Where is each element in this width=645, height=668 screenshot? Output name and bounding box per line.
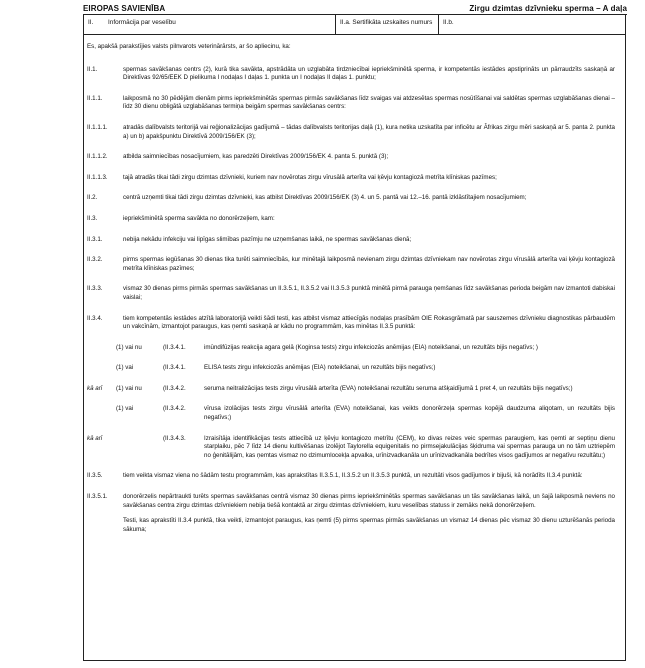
- paragraph-number: II.1.1.: [87, 94, 103, 102]
- paragraph-text: pirms spermas iegūšanas 30 dienas tika turēti saimniecībās, kur minētajā laikposmā nevienam zirgu dzimtas dzīvniekam nav novērotas zirgu vīrusālā arterīta vai ķēvju kontagiozā metrīta klīniskas pazīmes;: [123, 256, 615, 272]
- subitem-option-mark: (1) vai nu: [116, 384, 142, 392]
- paragraph: [87, 315, 615, 332]
- subitem-number: (II.3.4.2.: [163, 384, 186, 392]
- paragraph-text: spermas savākšanas centrs (2), kurā tika savākta, apstrādāta un uzglabāta tirdzniecībai iepriekšminētā sperma, ir kompetentās iestādes apstiprināts un pārraudzīts saskaņā ar Direktīvas 92/65/EEK D pielikuma I nodaļas I daļas 1. punkta un I nodaļas II daļas 1. punktu;: [123, 65, 615, 82]
- subitem-number: (II.3.4.2.: [163, 405, 186, 413]
- reference-b-label: II.b.: [443, 19, 454, 26]
- header-right-title: Zirgu dzimtas dzīvnieku sperma – A daļa: [469, 4, 627, 13]
- paragraph-number: II.3.2.: [87, 256, 103, 264]
- test-subitem: [87, 344, 615, 353]
- paragraph: [87, 174, 615, 183]
- paragraph-number: II.3.5.1.: [87, 493, 108, 501]
- certificate-frame: [83, 15, 626, 661]
- paragraph-number: II.3.: [87, 214, 98, 222]
- subitem-label: [87, 344, 116, 353]
- section-title: Informācija par veselību: [104, 15, 336, 34]
- paragraph: [87, 66, 615, 83]
- test-subitem: [87, 385, 615, 394]
- subitem-option-mark: (1) vai: [116, 364, 134, 372]
- test-subitem: [87, 435, 615, 461]
- subitem-number: (II.3.4.1.: [163, 343, 186, 351]
- paragraph-text: tajā atradās tikai tādi zirgu dzimtas dzīvnieki, kuriem nav novērotas zirgu vīrusālā arterīta vai ķēvju kontagiozā metrīta klīniskas pazīmes;: [123, 173, 497, 181]
- paragraph: [87, 215, 615, 224]
- subitem-label: [87, 364, 116, 373]
- paragraph-text: tiem veikta vismaz viena no šādām testu programmām, kas aprakstītas II.3.5.1, II.3.5.2 un II.3.5.3 punktā, un rezultāti visos gadījumos ir bijuši, kā norādīts II.3.4 punktā:: [123, 472, 583, 480]
- paragraph-number: II.2.: [87, 194, 98, 202]
- subitem-label: kā arī: [87, 434, 103, 442]
- certificate-body: [84, 35, 625, 534]
- paragraph-number: II.1.1.3.: [87, 173, 108, 181]
- paragraph-text: vismaz 30 dienas pirms pirmās spermas savākšanas un II.3.5.1, II.3.5.2 vai II.3.5.3 punktā minētā pirmā parauga ņemšanas līdz savākšanas perioda beigām nav izmantoti dabiskai vaislai;: [123, 285, 615, 301]
- paragraph: [87, 194, 615, 203]
- subitem-text: seruma neitralizācijas tests zirgu vīrusālā arterīta (EVA) noteikšanai rezultātu serumа atšķaidījumā 1 pret 4, un rezultāts bijis negatīvs;): [204, 384, 573, 392]
- paragraph: [87, 95, 615, 112]
- paragraph-number: II.3.3.: [87, 285, 103, 293]
- subitem-text: vīrusa izolācijas tests zirgu vīrusālā arterīta (EVA) noteikšanai, kas veikts donorērzeļa spermas kopējā daudzuma aliqotam, un rezultāts bijis negatīvs;): [204, 405, 615, 422]
- subitem-label: kā arī: [87, 384, 103, 392]
- paragraph-text: atbilda saimniecības nosacījumiem, kas paredzēti Direktīvas 2009/156/EK 4. panta 5. punktā (3);: [123, 153, 389, 161]
- section-number: II.: [88, 19, 94, 26]
- paragraph-number: II.1.: [87, 65, 98, 73]
- paragraph-text: atradās dalībvalsts teritorijā vai reģionalizācijas gadījumā – tādas dalībvalsts teritorijas daļā (1), kura netika uzskatīta par inficētu ar Āfrikas zirgu mēri saskaņā ar 5. panta 2. punkta a) un b) apakšpunktu Direktīvā 2009/156/EK (3);: [123, 123, 615, 140]
- top-row: [84, 15, 625, 35]
- paragraph: [87, 236, 615, 245]
- paragraph: [87, 124, 615, 141]
- test-subitem: [87, 364, 615, 373]
- paragraph-text: iepriekšminētā sperma savākta no donorērzeļiem, kam:: [123, 214, 275, 222]
- paragraph-number: II.3.1.: [87, 235, 103, 243]
- paragraph-text: laikposmā no 30 pēdējām dienām pirms iepriekšminētās spermas pirmās savākšanas līdz svaigas vai atdzesētas spermas nosūtīšanai vai saldētas spermas uzglabāšanas dienai – līdz 30 dienu obligātā uzglabāšanas termiņa beigām spermas savākšanas centrs:: [123, 94, 615, 111]
- certificate-reference-label: II.a. Sertifikāta uzskaites numurs: [336, 15, 439, 34]
- paragraph: [87, 153, 615, 162]
- subitem-number: (II.3.4.1.: [163, 364, 186, 372]
- paragraph: [87, 472, 615, 481]
- test-subitem: [87, 405, 615, 422]
- subitem-option-mark: [116, 435, 163, 461]
- paragraph-number: II.1.1.1.: [87, 123, 108, 131]
- paragraph-text: donorērzelis nepārtraukti turēts spermas savākšanas centrā vismaz 30 dienas pirms iepriekšminētās spermas savākšanas un tās savākšanas laikā, un šajā laikposmā neviens no savākšanas centra zirgu dzimtas dzīvniekiem nebija tiešā kontaktā ar zirgu dzimtas dzīvniekiem, kuru veselības statuss ir zemāks nekā donorērzeļiem.: [123, 493, 615, 509]
- subitem-number: (II.3.4.3.: [163, 434, 186, 442]
- subitem-text: Izraisītāja identifikācijas tests attiecībā uz ķēvju kontagiozo metrītu (CEM), ko divas reizes veic spermas paraugiem, kas ņemti ar septiņu dienu starplaiku, pēc 7 līdz 14 dienu kultivēšanas izolējot Taylorella equigenitalis no pirmsejakulācijas šķidruma vai spermas parauga un no tām uztriepēm no ģenitālijām, kas ņemtas vismaz no dzimumlocekļa apvalka, urīnizvadkanāla un urīnizvadkanāla bedrītes visos gadījumos ar negatīvu rezultātu;): [204, 434, 615, 459]
- subitem-label: [87, 405, 116, 422]
- paragraph-text: tiem kompetentās iestādes atzītā laboratorijā veikti šādi testi, kas atbilst vismaz attiecīgās nodaļas prasībām OIE Rokasgrāmatā par sauszemes dzīvnieku diagnostikas pārbaudēm un vakcīnām, izmantojot paraugus, kas ņemti saskaņā ar kādu no programmām, kas minētas II.3.5 punktā:: [123, 314, 615, 331]
- continuation-text: Testi, kas aprakstīti II.3.4 punktā, tika veikti, izmantojot paraugus, kas ņemti (5) pirms spermas pirmās savākšanas un vismaz 14 dienas pēc vismaz 30 dienu uzturēšanās perioda sākuma;: [123, 517, 615, 533]
- paragraph: [87, 256, 615, 273]
- header-left-title: EIROPAS SAVIENĪBA: [83, 4, 166, 13]
- paragraph-number: II.3.5.: [87, 472, 103, 480]
- paragraph-text: centrā uzņemti tikai tādi zirgu dzimtas dzīvnieki, kas atbilst Direktīvas 2009/156/EK (3) 4. un 5. pantā vai 12.–16. pantā izklāstītajiem nosacījumiem;: [123, 194, 527, 202]
- subitem-option-mark: (1) vai: [116, 405, 134, 413]
- paragraph-text: nebija nekādu infekciju vai lipīgas slimības pazīmju ne uzņemšanas laikā, ne spermas savākšanas dienā;: [123, 235, 412, 243]
- subitem-text: imūndifūzijas reakcija agara gelā (Koginsa tests) zirgu infekciozās anēmijas (EIA) noteikšanai, un rezultāts bijis negatīvs; ): [204, 343, 538, 351]
- paragraph-number: II.1.1.2.: [87, 153, 108, 161]
- subitem-text: ELISA tests zirgu infekciozās anēmijas (EIA) noteikšanai, un rezultāts bijis negatīvs;): [204, 364, 436, 372]
- intro-text: Es, apakšā parakstījies valsts pilnvarots veterinārārsts, ar šo apliecinu, ka:: [87, 43, 291, 50]
- subitem-option-mark: (1) vai nu: [116, 343, 142, 351]
- paragraph-number: II.3.4.: [87, 314, 103, 322]
- paragraph: [87, 285, 615, 302]
- paragraph: [87, 493, 615, 510]
